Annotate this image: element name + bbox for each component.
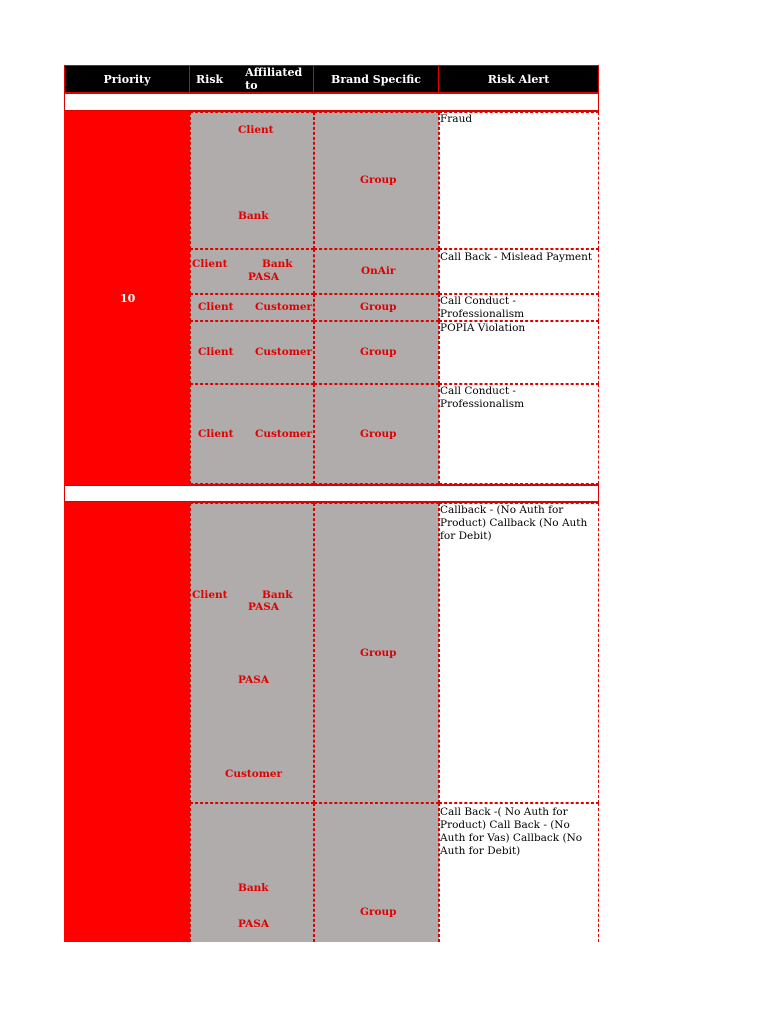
affiliated-client: Client xyxy=(198,346,234,358)
brand-value: OnAir xyxy=(361,265,396,277)
affiliated-bank: Bank xyxy=(238,210,269,222)
header-brand: Brand Specific xyxy=(314,66,439,92)
header-risk: Risk xyxy=(196,72,224,86)
alert-text: Fraud xyxy=(440,113,473,125)
alert-text: Call Conduct - Professionalism xyxy=(440,385,525,410)
header-risk-affiliated xyxy=(190,66,314,92)
affiliated-client: Client xyxy=(192,589,228,601)
brand-value: Group xyxy=(360,647,397,659)
brand-value: Group xyxy=(360,346,397,358)
affiliated-pasa: PASA xyxy=(238,674,270,686)
affiliated-client: Client xyxy=(238,124,274,136)
table-row-brand xyxy=(314,803,439,942)
brand-value: Group xyxy=(360,174,397,186)
affiliated-pasa: PASA xyxy=(248,271,280,283)
separator-band xyxy=(64,93,599,111)
affiliated-customer: Customer xyxy=(225,768,283,780)
table-row-alert xyxy=(439,503,599,803)
affiliated-client: Client xyxy=(198,428,234,440)
affiliated-bank: Bank xyxy=(262,589,293,601)
alert-text: Call Back -( No Auth for Product) Call Back - (No Auth for Vas) Callback (No Auth for Debit) xyxy=(440,806,583,857)
header-priority: Priority xyxy=(65,66,190,92)
affiliated-customer: Customer xyxy=(255,428,313,440)
priority-cell xyxy=(64,502,190,942)
affiliated-bank: Bank xyxy=(238,882,269,894)
brand-value: Group xyxy=(360,428,397,440)
brand-value: Group xyxy=(360,301,397,313)
affiliated-pasa: PASA xyxy=(248,601,280,613)
affiliated-client: Client xyxy=(198,301,234,313)
affiliated-pasa: PASA xyxy=(238,918,270,930)
priority-value: 10 xyxy=(120,292,136,305)
brand-value: Group xyxy=(360,906,397,918)
header-alert: Risk Alert xyxy=(439,66,598,92)
header-affiliated: Affiliated to xyxy=(245,66,303,92)
alert-text: POPIA Violation xyxy=(440,322,526,334)
separator-band xyxy=(64,485,599,502)
alert-text: Callback - (No Auth for Product) Callback (No Auth for Debit) xyxy=(440,504,588,542)
table-row-alert xyxy=(439,112,599,249)
alert-text: Call Conduct -Professionalism xyxy=(440,295,525,320)
table-row-affiliated xyxy=(190,503,314,803)
affiliated-bank: Bank xyxy=(262,258,293,270)
affiliated-client: Client xyxy=(192,258,228,270)
alert-text: Call Back - Mislead Payment xyxy=(440,251,593,263)
affiliated-customer: Customer xyxy=(255,346,313,358)
affiliated-customer: Customer xyxy=(255,301,313,313)
